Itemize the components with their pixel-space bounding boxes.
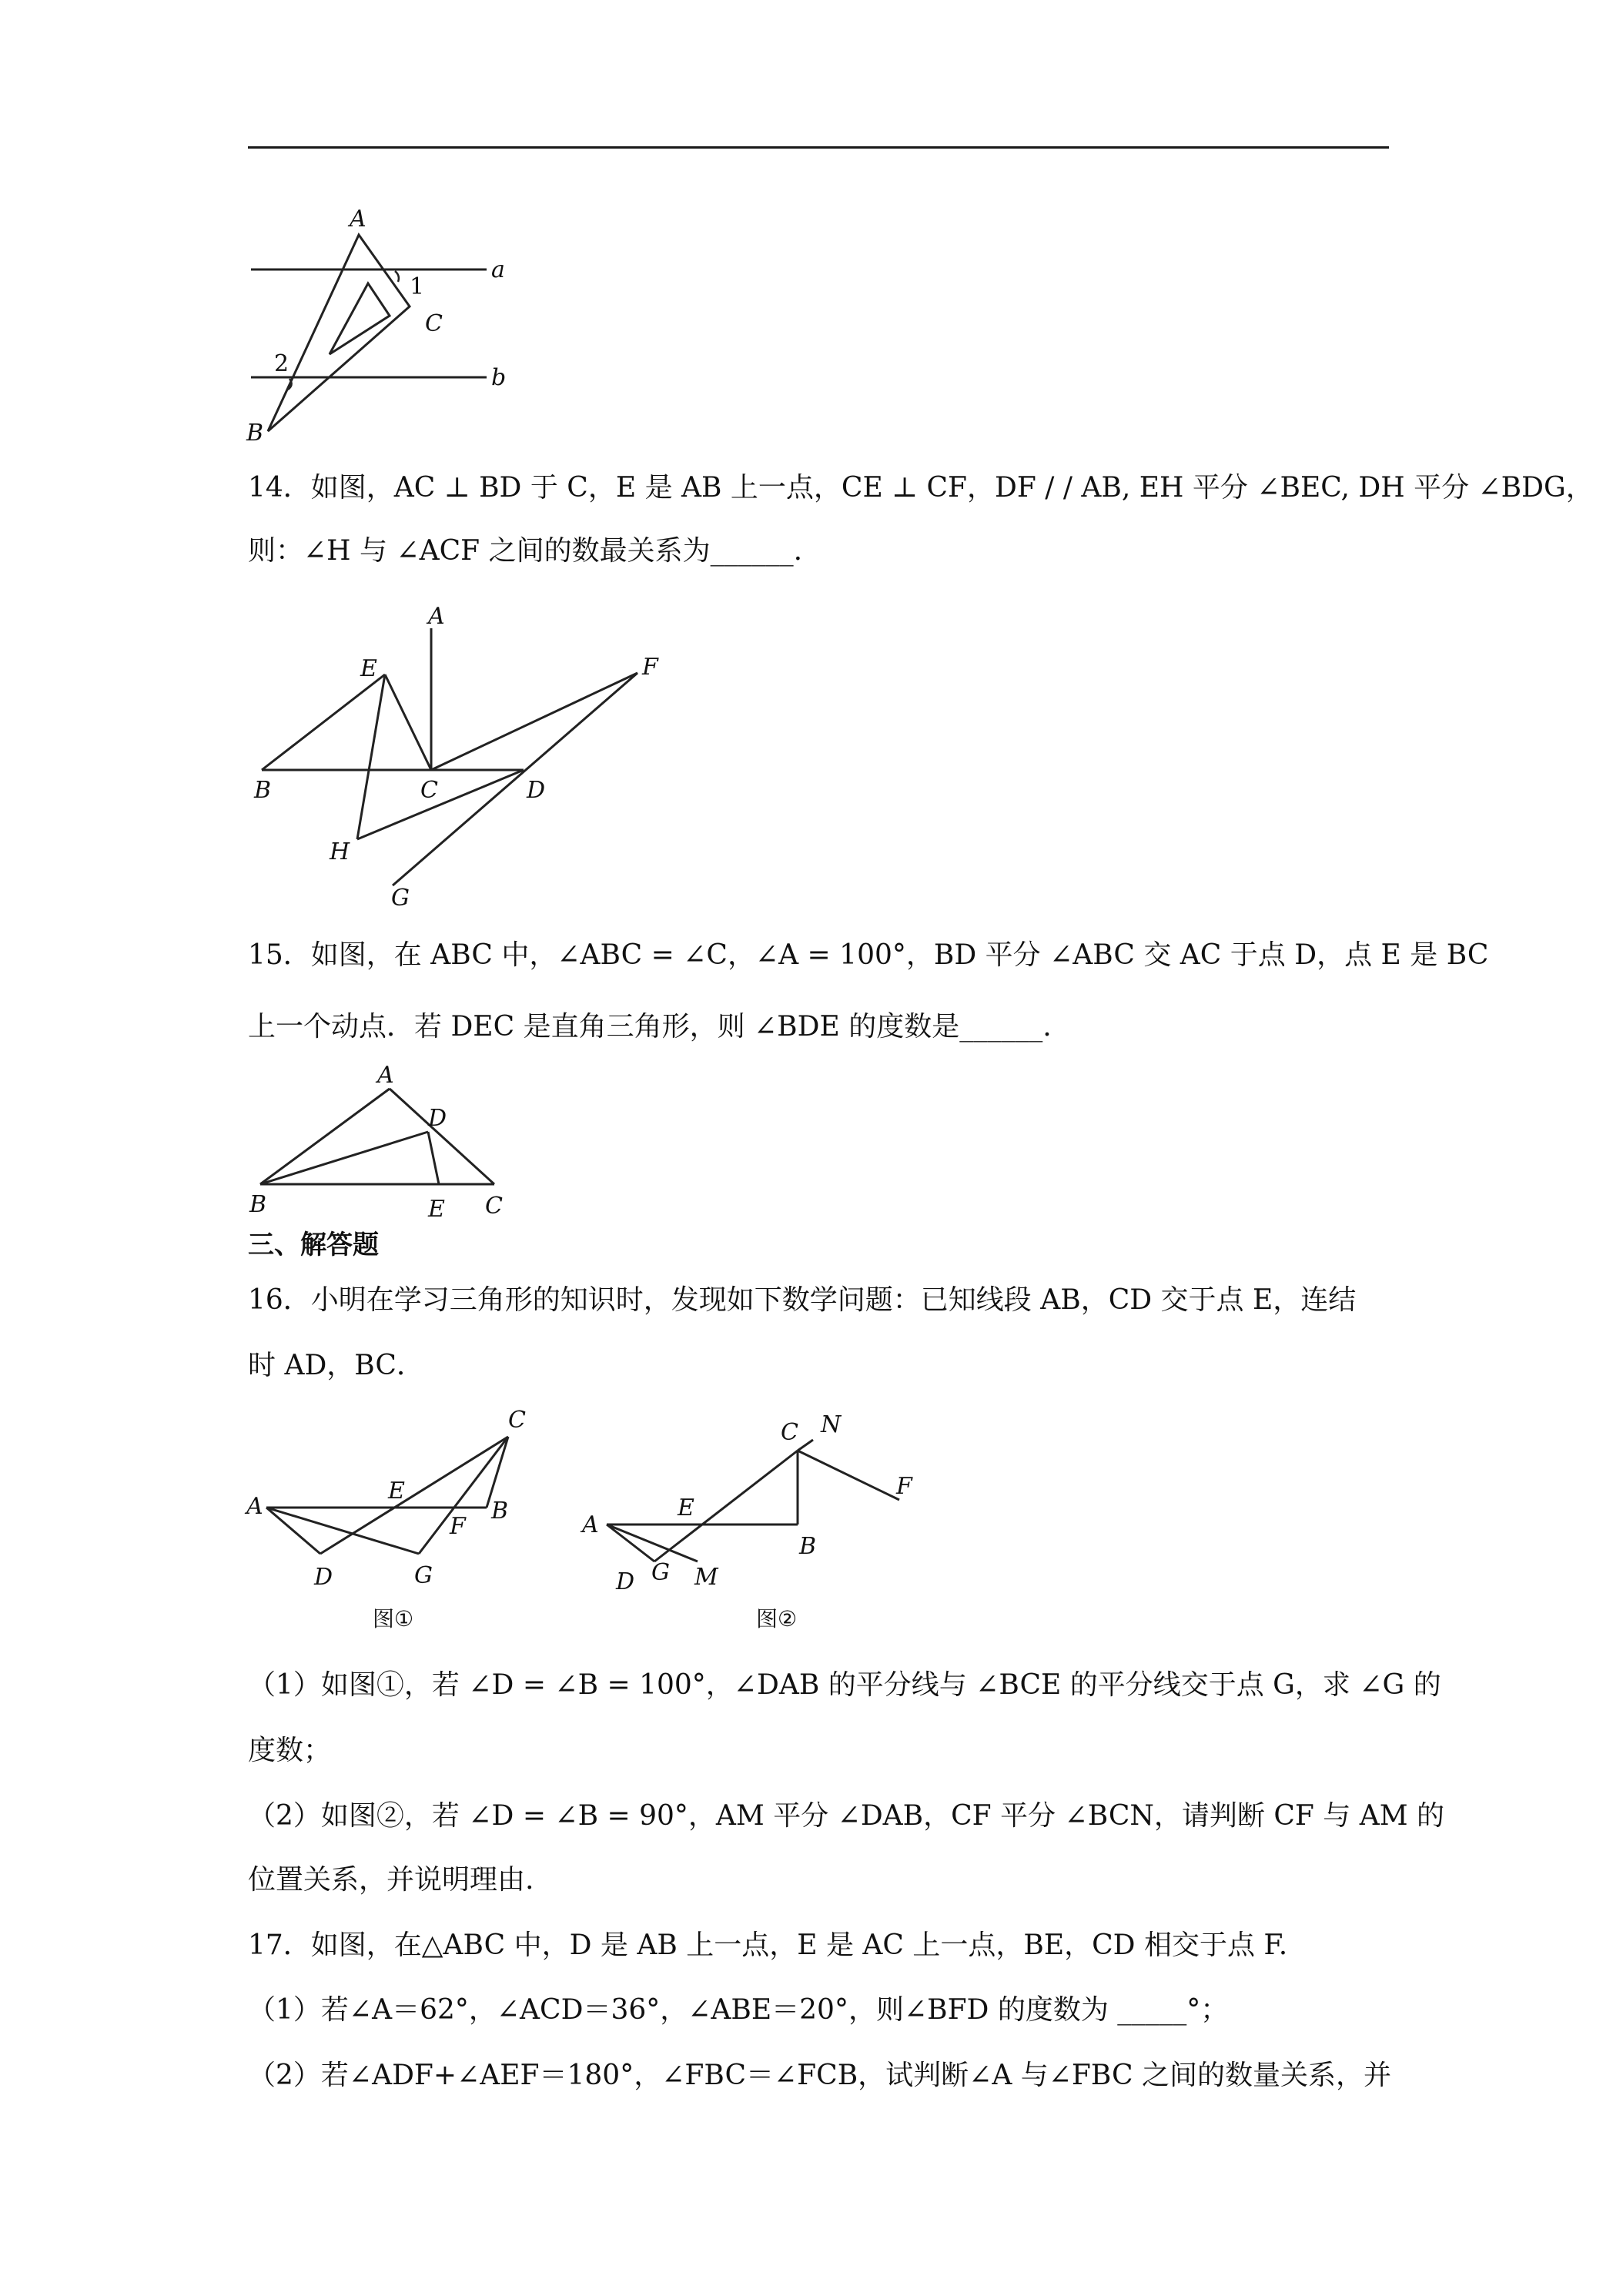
label-a: a	[491, 256, 505, 283]
set-square-inner	[330, 283, 390, 354]
label-A: A	[377, 1062, 394, 1089]
figure-q16-1	[246, 1401, 554, 1632]
label-G: G	[391, 885, 410, 912]
figure-q14	[246, 601, 678, 912]
label-C: C	[425, 310, 443, 337]
figure-q15	[246, 1061, 524, 1223]
label-C: C	[781, 1419, 798, 1446]
label-A: A	[582, 1511, 599, 1538]
label-angle-2: 2	[274, 350, 289, 377]
label-A: A	[428, 603, 445, 630]
label-A: A	[246, 1493, 263, 1520]
label-B: B	[491, 1498, 509, 1525]
label-b: b	[491, 364, 507, 391]
label-M: M	[694, 1564, 718, 1591]
q16-part2-line-2: 位置关系，并说明理由.	[248, 1864, 534, 1896]
label-A: A	[350, 206, 366, 233]
q14-line-1: 14．如图，AC ⊥ BD 于 C，E 是 AB 上一点，CE ⊥ CF，DF / / AB, EH 平分 ∠BEC, DH 平分 ∠BDG，	[248, 472, 1594, 504]
label-D: D	[314, 1564, 333, 1591]
label-B: B	[799, 1533, 817, 1560]
label-E: E	[428, 1196, 445, 1223]
q17-part2: （2）若∠ADF+∠AEF＝180°，∠FBC＝∠FCB，试判断∠A 与∠FBC 之间的数量关系，并	[248, 2060, 1392, 2091]
label-C: C	[508, 1407, 526, 1434]
label-E: E	[360, 655, 377, 682]
label-H: H	[330, 838, 350, 865]
q16-line-2: 时 AD，BC．	[248, 1350, 424, 1381]
label-C: C	[420, 777, 438, 804]
label-B: B	[246, 420, 264, 447]
label-D: D	[616, 1568, 635, 1595]
label-angle-1: 1	[410, 273, 425, 300]
q17-part1: （1）若∠A＝62°，∠ACD＝36°，∠ABE＝20°，则∠BFD 的度数为 _____°；	[248, 1994, 1229, 2026]
figure-caption-1: 图①	[373, 1606, 414, 1632]
label-G: G	[651, 1559, 670, 1586]
set-square-outer	[268, 235, 410, 431]
label-N: N	[821, 1411, 842, 1438]
label-C: C	[485, 1193, 503, 1220]
q16-part1-line-2: 度数；	[248, 1735, 332, 1766]
figure-caption-2: 图②	[756, 1606, 798, 1632]
label-D: D	[428, 1105, 447, 1132]
q15-line-1: 15．如图，在 ABC 中，∠ABC = ∠C，∠A = 100°，BD 平分 ∠ABC 交 AC 于点 D，点 E 是 BC	[248, 939, 1489, 971]
q16-part2-line-1: （2）如图②，若 ∠D = ∠B = 90°，AM 平分 ∠DAB，CF 平分 ∠BCN，请判断 CF 与 AM 的	[248, 1800, 1445, 1832]
q16-line-1: 16．小明在学习三角形的知识时，发现如下数学问题：已知线段 AB，CD 交于点 E，连结	[248, 1284, 1357, 1316]
q15-line-2: 上一个动点．若 DEC 是直角三角形，则 ∠BDE 的度数是______.	[248, 1011, 1052, 1043]
figure-q16-2	[577, 1401, 932, 1632]
label-B: B	[254, 777, 272, 804]
label-F: F	[896, 1473, 912, 1500]
q16-part1-line-1: （1）如图①，若 ∠D = ∠B = 100°，∠DAB 的平分线与 ∠BCE 的平分线交于点 G，求 ∠G 的	[248, 1669, 1441, 1701]
label-G: G	[414, 1562, 433, 1589]
figure-q13	[246, 208, 524, 447]
header-rule	[248, 146, 1389, 149]
label-B: B	[249, 1191, 267, 1218]
section-title: 三、解答题	[248, 1230, 379, 1260]
label-F: F	[450, 1513, 466, 1540]
label-E: E	[388, 1478, 405, 1504]
q17-line-1: 17．如图，在△ABC 中，D 是 AB 上一点，E 是 AC 上一点，BE，CD 相交于点 F.	[248, 1930, 1288, 1961]
q14-line-2: 则：∠H 与 ∠ACF 之间的数最关系为______.	[248, 535, 803, 567]
label-F: F	[642, 654, 658, 681]
label-D: D	[527, 777, 546, 804]
label-E: E	[678, 1494, 694, 1521]
